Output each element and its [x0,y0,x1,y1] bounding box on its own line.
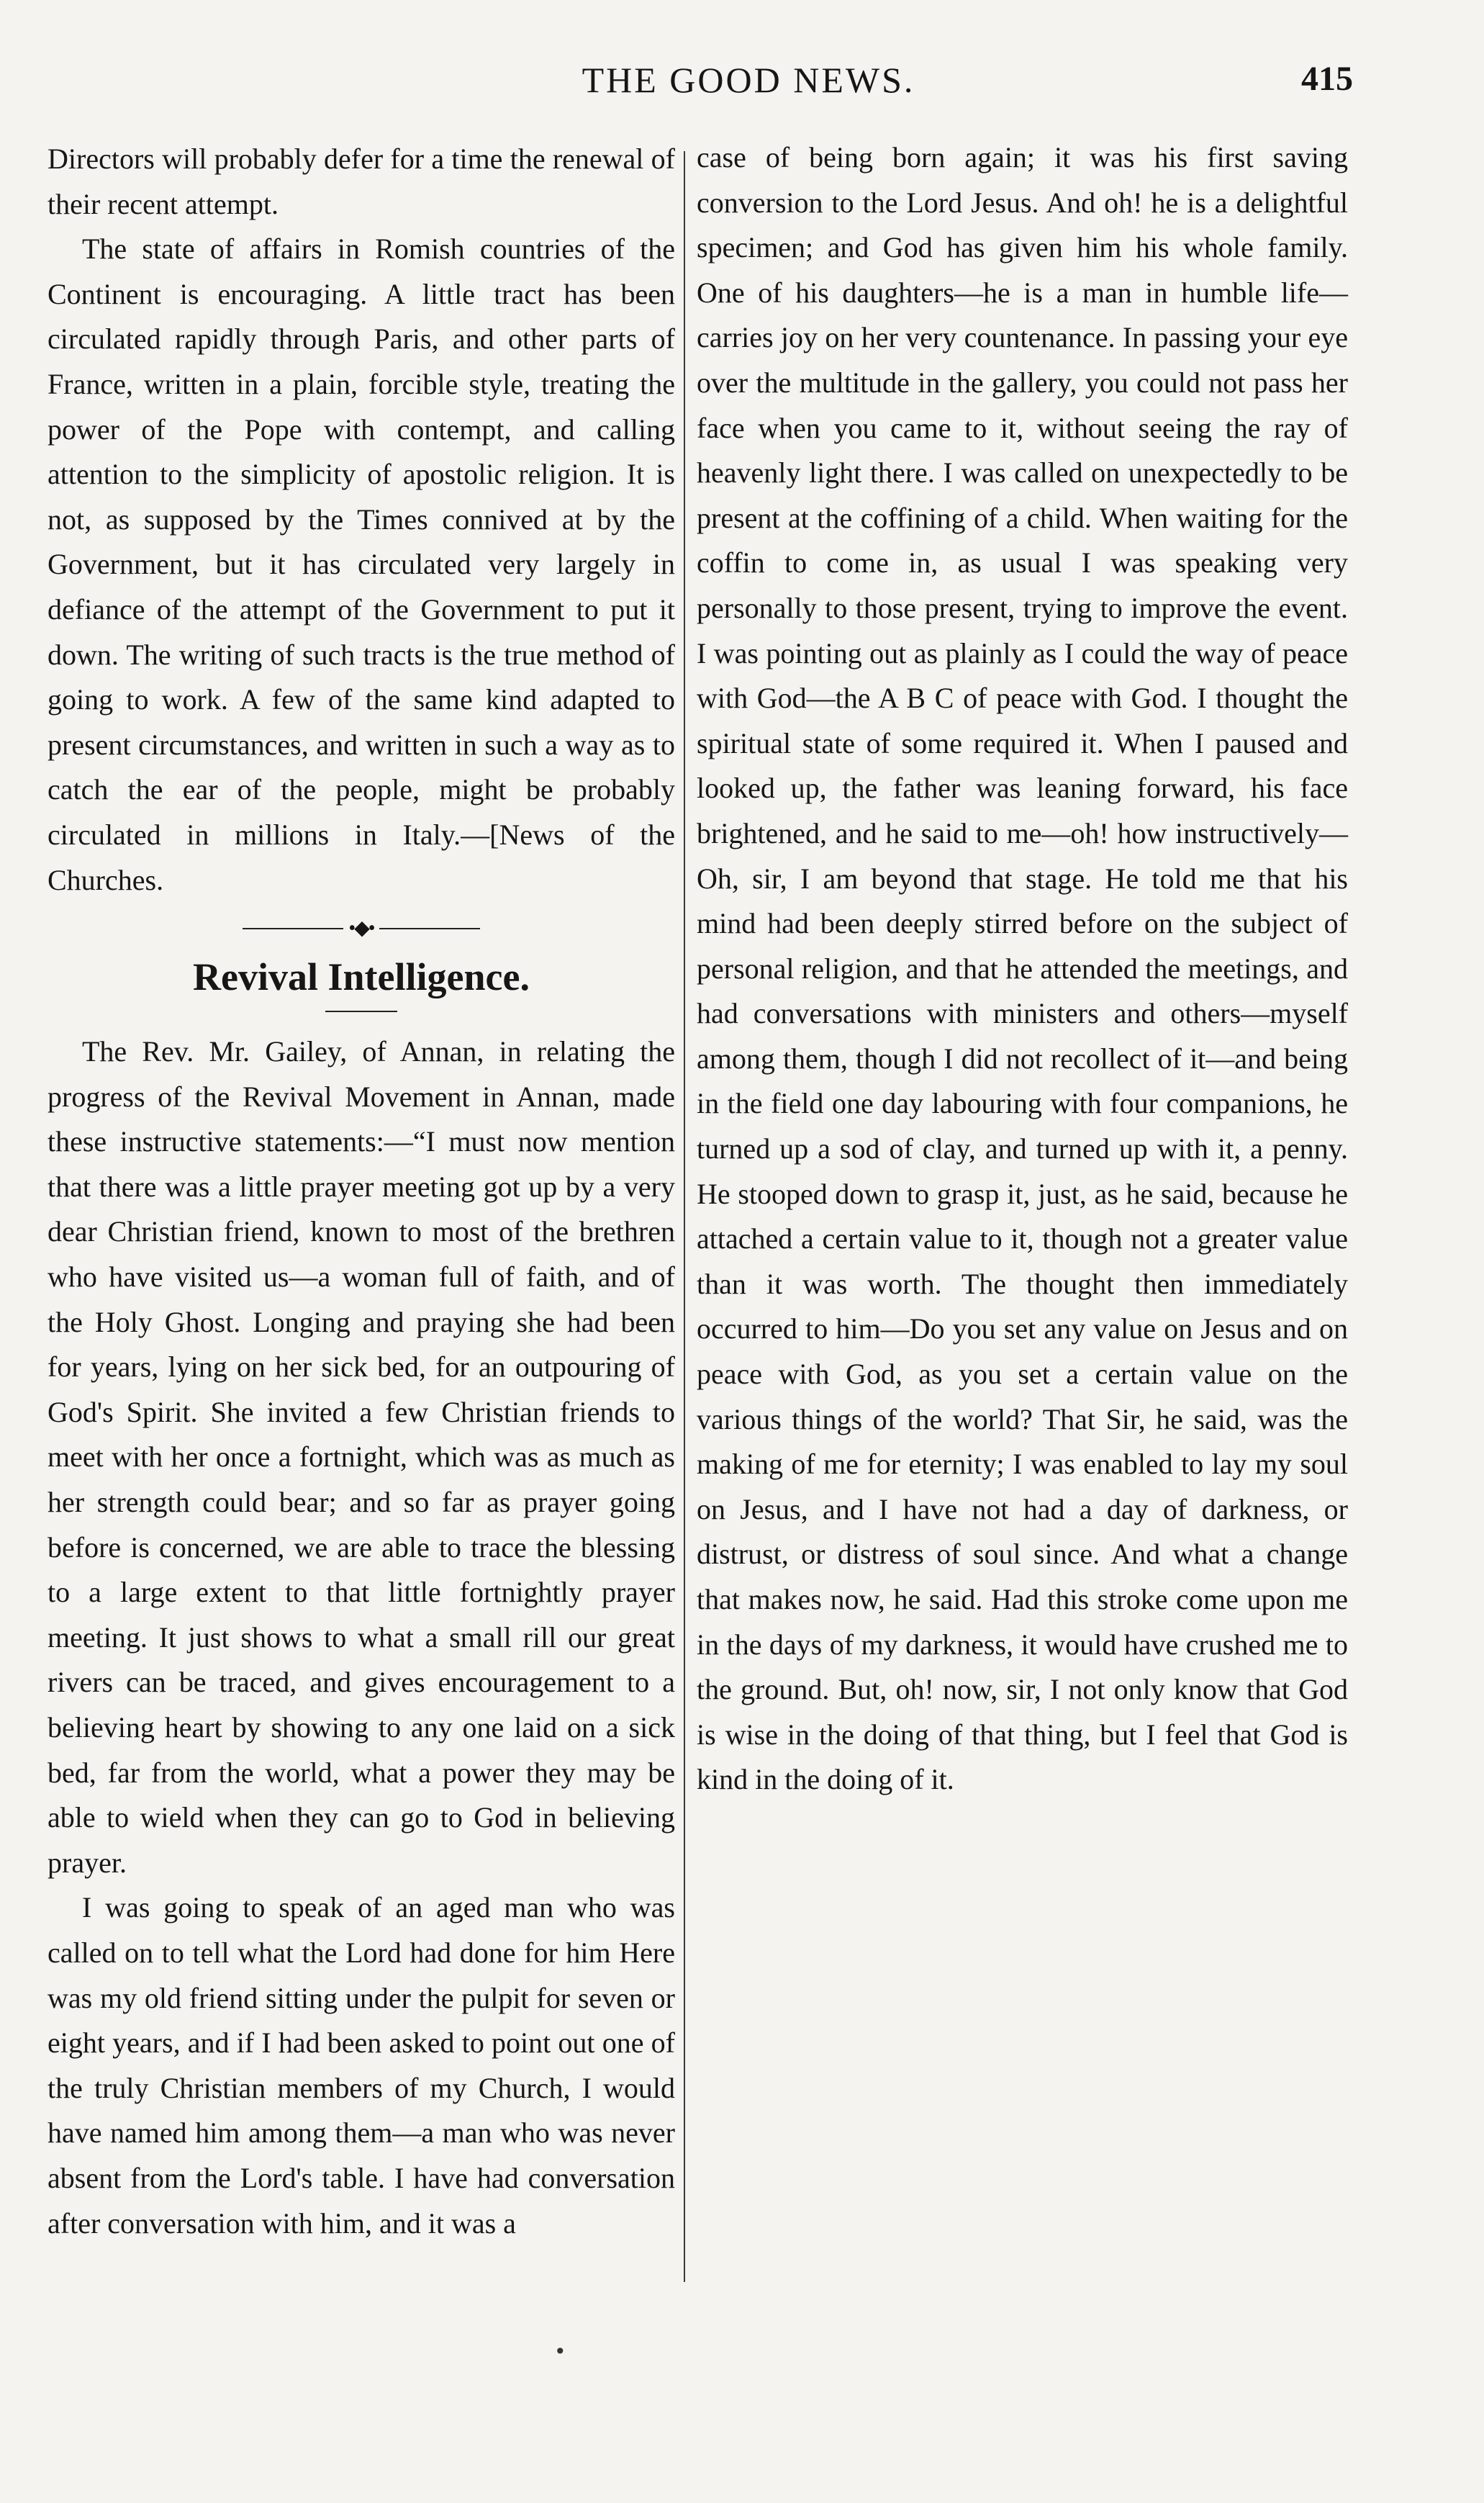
paragraph-aged-man: I was going to speak of an aged man who was called on to tell what the Lord had done for him Here was my old friend sitting under the pulpit for seven or eight years, and if I had been asked to point out one of the truly Christian members of my Church, I would have named him among them—a man who was never absent from the Lord's table. I have had conversation after conversation with him, and it was a [47,1891,675,2240]
divider-line-right [379,928,480,929]
heading-rule [325,1011,397,1012]
paragraph-directors: Directors will probably defer for a time the renewal of their recent attempt. [47,143,675,220]
paragraph-romish-countries: The state of affairs in Romish countries of the Continent is encouraging. A little tract has been circulated rapidly through Paris, and other parts of France, written in a plain, forcible style, treating the power of the Pope with contempt, and calling attention to the simplicity of apostolic religion. It is not, as supposed by the Times connived at by the Government, but it has circulated very largely in defiance of the attempt of the Government to put it down. The writing of such tracts is the true method of going to work. A few of the same kind adapted to present circumstances, and written in such a way as to catch the ear of the people, might be probably circulated in millions in Italy.—[News of the Churches. [47,233,675,896]
section-heading: Revival Intelligence. [193,955,530,999]
divider-line-left [243,928,343,929]
page-header [0,59,1484,124]
paragraph-born-again: case of being born again; it was his first saving conversion to the Lord Jesus. And oh! he is a delightful specimen; and God has given him his whole family. One of his daughters—he is a man in humble life—carries joy on her very countenance. In passing your eye over the multitude in the gallery, you could not pass her face when you came to it, without seeing the ray of heavenly light there. I was called on unexpectedly to be present at the coffining of a child. When waiting for the coffin to come in, as usual I was speaking very personally to those present, trying to improve the event. I was pointing out as plainly as I could the way of peace with God—the A B C of peace with God. I thought the spiritual state of some required it. When I paused and looked up, the father was leaning forward, his face brightened, and he said to me—oh! how instructively—Oh, sir, I am beyond that stage. He told me that his mind had been deeply stirred before on the subject of personal religion, and that he attended the meetings, and had conversations with ministers and others—myself among them, though I did not recollect of it—and being in the field one day labouring with four companions, he turned up a sod of clay, and turned up with it, a penny. He stooped down to grasp it, just, as he said, because he attached a certain value to it, though not a greater value than it was worth. The thought then immediately occurred to him—Do you set any value on Jesus and on peace with God, as you set a certain value on the various things of the world? That Sir, he said, was the making of me for eternity; I was enabled to lay my soul on Jesus, and I have not had a day of darkness, or distrust, or distress of soul since. And what a change that makes now, he said. Had this stroke come upon me in the days of my darkness, it would have crushed me to the ground. But, oh! now, sir, I not only know that God is wise in the doing of that thing, but I feel that God is kind in the doing of it. [697,141,1348,1796]
divider-ornament: •◆• [348,917,374,940]
print-speck: • [554,2340,566,2363]
section-divider [243,917,480,940]
page-number: 415 [1301,60,1353,98]
column-divider [684,151,685,2282]
running-title: THE GOOD NEWS. [582,60,915,100]
left-column [47,137,675,2246]
right-column [697,135,1348,1803]
paragraph-rev-gailey: The Rev. Mr. Gailey, of Annan, in relating the progress of the Revival Movement in Annan, made these instructive statements:—“I must now mention that there was a little prayer meeting got up by a very dear Christian friend, known to most of the brethren who have visited us—a woman full of faith, and of the Holy Ghost. Longing and praying she had been for years, lying on her sick bed, for an outpouring of God's Spirit. She invited a few Christian friends to meet with her once a fortnight, which was as much as her strength could bear; and so far as prayer going before is concerned, we are able to trace the blessing to a large extent to that little fortnightly prayer meeting. It just shows to what a small rill our great rivers can be traced, and gives encouragement to a believing heart by showing to any one laid on a sick bed, far from the world, what a power they may be able to wield when they can go to God in believing prayer. [47,1035,675,1879]
